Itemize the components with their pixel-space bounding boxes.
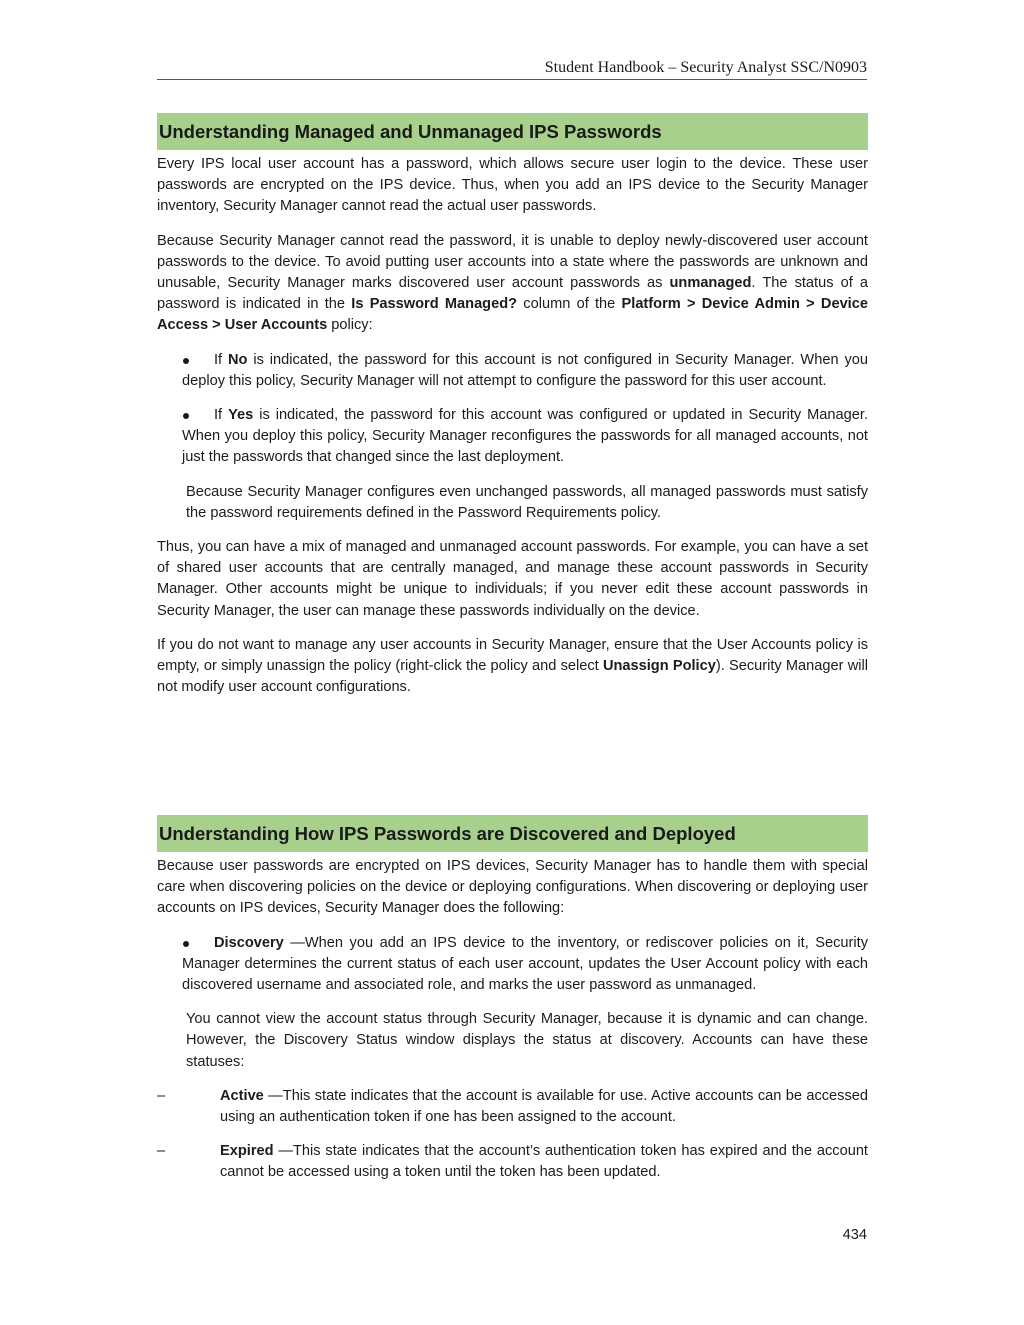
list-item: – Active —This state indicates that the account is available for use. Active accounts can be accessed using an authentication token if one has been assigned to the account. (157, 1087, 868, 1126)
page-number: 434 (842, 1227, 867, 1243)
running-header: Student Handbook – Security Analyst SSC/N0903 (157, 58, 867, 80)
policy-path: Platform > Device Admin > Device Access > User Accounts (157, 296, 868, 334)
bullet-icon (183, 413, 189, 419)
paragraph: Every IPS local user account has a password, which allows secure user login to the device. These user passwords are encrypted on the IPS device. Thus, when you add an IPS device to the Security Manager inventory, Security Manager cannot read the actual user passwords. (157, 156, 868, 215)
term-unmanaged: unmanaged (669, 275, 752, 292)
dash-icon: – (157, 1143, 166, 1160)
column-name: Is Password Managed? (351, 296, 518, 313)
section-managed-unmanaged (157, 113, 868, 698)
paragraph: Because user passwords are encrypted on IPS devices, Security Manager has to handle them with special care when discovering policies on the device or deploying configurations. When discovering or deploying user accounts on IPS devices, Security Manager does the following: (157, 858, 868, 917)
paragraph: If you do not want to manage any user accounts in Security Manager, ensure that the User Accounts policy is empty, or simply unassign the policy (right-click the policy and select Unassign Policy). Security Manager will not modify user account configurations. (157, 636, 868, 696)
list-item: If Yes is indicated, the password for this account was configured or updated in Security Manager. When you deploy this policy, Security Manager reconfigures the passwords for all managed accounts, not just the passwords that changed since the last deployment. (182, 407, 868, 466)
section-heading: Understanding Managed and Unmanaged IPS Passwords (157, 113, 868, 150)
note-paragraph: Because Security Manager configures even unchanged passwords, all managed passwords must satisfy the password requirements defined in the Password Requirements policy. (186, 483, 868, 521)
section-discovered-deployed (157, 815, 868, 1184)
list-item: If No is indicated, the password for this account is not configured in Security Manager. When you deploy this policy, Security Manager will not attempt to configure the password for this user account. (182, 351, 868, 389)
paragraph: Thus, you can have a mix of managed and unmanaged account passwords. For example, you can have a set of shared user accounts that are centrally managed, and manage these account passwords in Security Manager. Other accounts might be unique to individuals; if you never edit these account passwords in Security Manager, the user can manage these passwords individually on the device. (157, 539, 868, 619)
list-item: Discovery —When you add an IPS device to the inventory, or rediscover policies on it, Security Manager determines the current status of each user account, updates the User Account policy with each discovered username and associated role, and marks the user password as unmanaged. (182, 934, 868, 994)
note-paragraph: You cannot view the account status through Security Manager, because it is dynamic and can change. However, the Discovery Status window displays the status at discovery. Accounts can have these statuses: (186, 1011, 868, 1070)
menu-command: Unassign Policy (602, 658, 716, 675)
paragraph: Because Security Manager cannot read the password, it is unable to deploy newly-discovered user account passwords to the device. To avoid putting user accounts into a state where the passwords are unknown and unusable, Security Manager marks discovered user account passwords as unmanaged. The status of a password is indicated in the Is Password Managed? column of the Platform > Device Admin > Device Access > User Accounts policy: (157, 232, 868, 334)
bullet-icon (183, 358, 189, 364)
list-item: – Expired —This state indicates that the account’s authentication token has expired and the account cannot be accessed using a token until the token has been updated. (157, 1143, 868, 1181)
bullet-icon (183, 941, 189, 947)
dash-icon: – (157, 1087, 166, 1104)
section-heading: Understanding How IPS Passwords are Discovered and Deployed (157, 815, 868, 852)
